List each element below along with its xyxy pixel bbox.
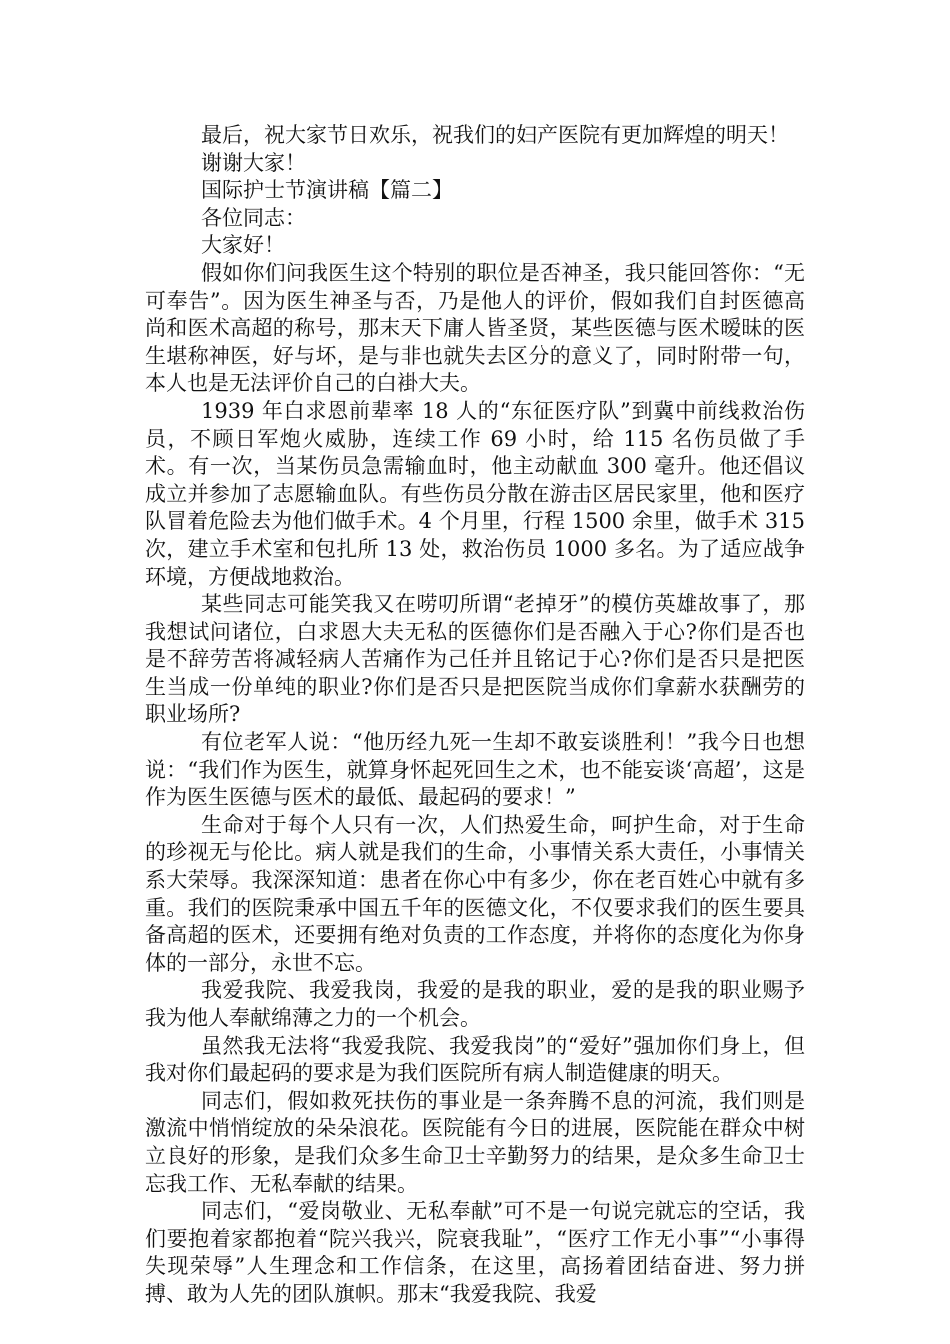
body-paragraph: 我爱我院、我爱我岗，我爱的是我的职业，爱的是我的职业赐予我为他人奉献绵薄之力的一个机会。: [145, 978, 805, 1030]
document-body: [145, 122, 805, 1309]
salutation: 各位同志：: [201, 205, 306, 230]
body-paragraph: 生命对于每个人只有一次，人们热爱生命，呵护生命，对于生命的珍视无与伦比。病人就是我们的生命，小事情关系大责任，小事情关系大荣辱。我深深知道：患者在你心中有多少，你在老百姓心中就有多重。我们的医院秉承中国五千年的医德文化，不仅要求我们的医生要具备高超的医术，还要拥有绝对负责的工作态度，并将你的态度化为你身体的一部分，永世不忘。: [145, 812, 805, 975]
body-paragraph: 1939 年白求恩前辈率 18 人的“东征医疗队”到冀中前线救治伤员，不顾日军炮火威胁，连续工作 69 小时，给 115 名伤员做了手术。有一次，当某伤员急需输血时，他主动献血 300 毫升。他还倡议成立并参加了志愿输血队。有些伤员分散在游击区居民家里，他和医疗队冒着危险去为他们做手术。4 个月里，行程 1500 余里，做手术 315 次，建立手术室和包扎所 13 处，救治伤员 1000 多名。为了适应战争环境，方便战地救治。: [145, 398, 805, 589]
body-paragraph: 虽然我无法将“我爱我院、我爱我岗”的“爱好”强加你们身上，但我对你们最起码的要求是为我们医院所有病人制造健康的明天。: [145, 1033, 805, 1086]
thanks-paragraph: 谢谢大家！: [201, 150, 306, 175]
body-paragraph: 某些同志可能笑我又在唠叨所谓“老掉牙”的模仿英雄故事了，那我想试问诸位，白求恩大夫无私的医德你们是否融入于心?你们是否也是不辞劳苦将减轻病人苦痛作为己任并且铭记于心?你们是否只是把医生当成一份单纯的职业?你们是否只是把医院当成你们拿薪水获酬劳的职业场所?: [145, 592, 805, 727]
section-heading: 国际护士节演讲稿【篇二】: [201, 178, 453, 203]
body-paragraph: 有位老军人说：“他历经九死一生却不敢妄谈胜利！”我今日也想说：“我们作为医生，就算身怀起死回生之术，也不能妄谈‘高超’，这是作为医生医德与医术的最低、最起码的要求！”: [145, 730, 805, 810]
body-paragraph: 同志们，“爱岗敬业、无私奉献”可不是一句说完就忘的空话，我们要抱着家都抱着“院兴我兴，院衰我耻”，“医疗工作无小事”“小事得失现荣辱”人生理念和工作信条，在这里，高扬着团结奋进、努力拼搏、敢为人先的团队旗帜。那末“我爱我院、我爱: [145, 1199, 805, 1306]
closing-wish-paragraph: 最后，祝大家节日欢乐，祝我们的妇产医院有更加辉煌的明天！: [201, 123, 789, 147]
greeting: 大家好！: [201, 233, 285, 258]
body-paragraph: 同志们，假如救死扶伤的事业是一条奔腾不息的河流，我们则是激流中悄悄绽放的朵朵浪花。医院能有今日的进展，医院能在群众中树立良好的形象，是我们众多生命卫士辛勤努力的结果，是众多生命卫士忘我工作、无私奉献的结果。: [145, 1088, 805, 1196]
body-paragraph: 假如你们问我医生这个特别的职位是否神圣，我只能回答你：“无可奉告”。因为医生神圣与否，乃是他人的评价，假如我们自封医德高尚和医术高超的称号，那末天下庸人皆圣贤，某些医德与医术暧昧的医生堪称神医，好与坏，是与非也就失去区分的意义了，同时附带一句，本人也是无法评价自己的白褂大夫。: [145, 260, 805, 396]
